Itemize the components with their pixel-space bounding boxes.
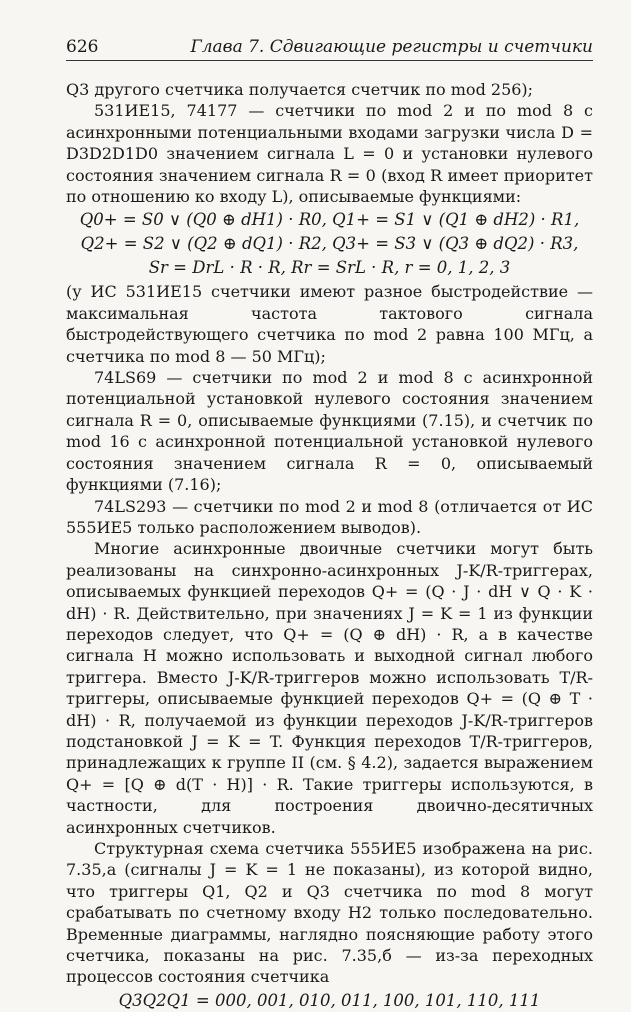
paragraph-3: (у ИС 531ИЕ15 счетчики имеют разное быстродействие — максимальная частота тактового сигнала быстродействующего счетчика по mod 2 равна 100 МГц, а счетчика по mod 8 — 50 МГц); [66, 282, 593, 366]
chapter-title: Глава 7. Сдвигающие регистры и счетчики [190, 37, 593, 57]
paragraph-7: Структурная схема счетчика 555ИЕ5 изображена на рис. 7.35,а (сигналы J = K = 1 не показаны), из которой видно, что триггеры Q1, Q2 и Q3 счетчика по mod 8 могут срабатывать по счетному входу H2 только последовательно. Временные диаграммы, наглядно поясняющие работу этого счетчика, показаны на рис. 7.35,б — из-за переходных процессов состояния счетчика [66, 839, 593, 987]
page-header [66, 36, 593, 61]
formula-1: Q0+ = S0 ∨ (Q0 ⊕ dH1) · R0, Q1+ = S1 ∨ (Q1 ⊕ dH2) · R1, [79, 210, 580, 230]
formula-3: Sr = DrL · R · R, Rr = SrL · R, r = 0, 1, 2, 3 [148, 258, 511, 278]
page-number: 626 [66, 37, 99, 57]
paragraph-5: 74LS293 — счетчики по mod 2 и mod 8 (отличается от ИС 555ИЕ5 только расположением выводов). [66, 496, 593, 537]
paragraph-6: Многие асинхронные двоичные счетчики могут быть реализованы на синхронно-асинхронных J-K/R-триггерах, описываемых функцией переходов Q+ = (Q · J · dH ∨ Q · K · dH) · R. Действительно, при значениях J = K = 1 из функции переходов следует, что Q+ = (Q ⊕ dH) · R, а в качестве сигнала H можно использовать и выходной сигнал любого триггера. Вместо J-K/R-триггеров можно использовать T/R-триггеры, описываемые функцией переходов Q+ = (Q ⊕ T · dH) · R, получаемой из функции переходов J-K/R-триггеров подстановкой J = K = T. Функция переходов T/R-триггеров, принадлежащих к группе II (см. § 4.2), задается выражением Q+ = [Q ⊕ d(T · H)] · R. Такие триггеры используются, в частности, для построения двоично-десятичных асинхронных счетчиков. [66, 539, 593, 837]
paragraph-4: 74LS69 — счетчики по mod 2 и mod 8 с асинхронной потенциальной установкой нулевого состояния значением сигнала R = 0, описываемые функциями (7.15), и счетчик по mod 16 с асинхронной потенциальной установкой нулевого состояния значением сигнала R = 0, описываемый функциями (7.16); [66, 368, 593, 495]
formula-2: Q2+ = S2 ∨ (Q2 ⊕ dQ1) · R2, Q3+ = S3 ∨ (Q3 ⊕ dQ2) · R3, [80, 234, 579, 254]
paragraph-2: 531ИЕ15, 74177 — счетчики по mod 2 и по mod 8 с асинхронными потенциальными входами загрузки числа D = D3D2D1D0 значением сигнала L = 0 и установки нулевого состояния значением сигнала R = 0 (вход R имеет приоритет по отношению ко входу L), описываемые функциями: [66, 101, 593, 207]
formula-4: Q3Q2Q1 = 000, 001, 010, 011, 100, 101, 110, 111 [118, 990, 541, 1010]
paragraph-1: Q3 другого счетчика получается счетчик по mod 256); [66, 80, 534, 99]
page-body [66, 79, 593, 1012]
